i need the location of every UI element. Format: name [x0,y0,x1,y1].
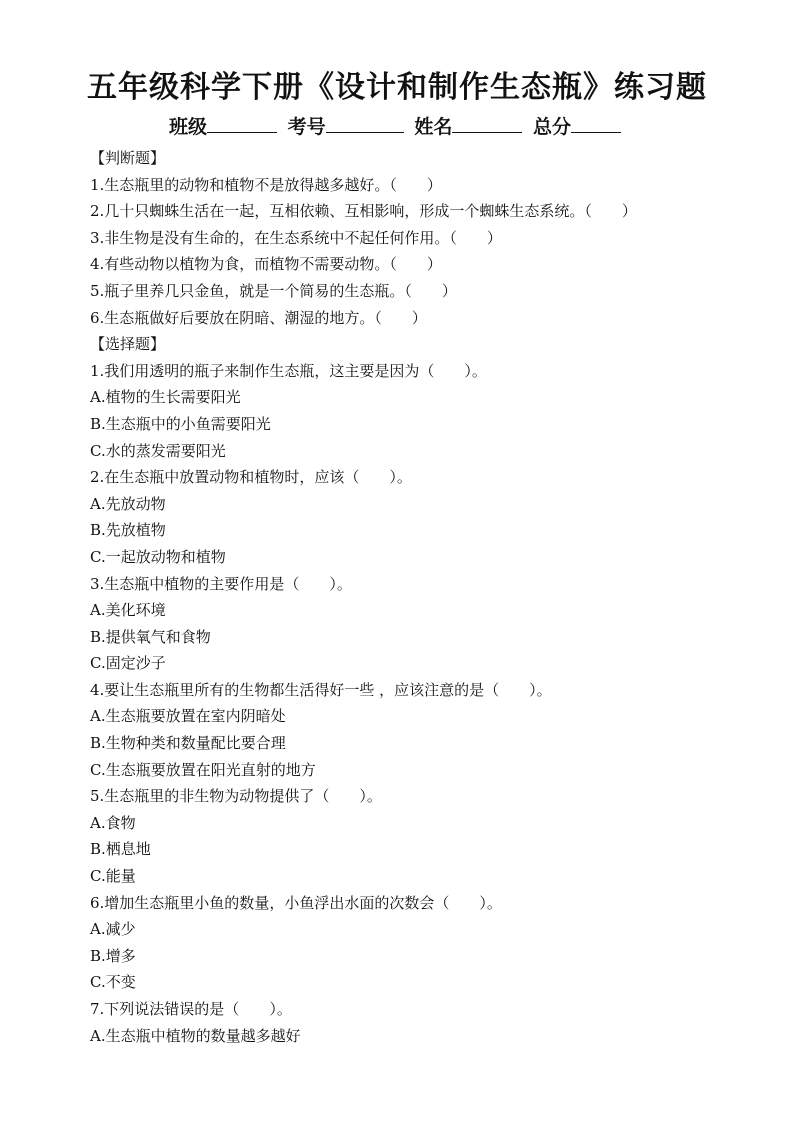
choice-option: A.生态瓶要放置在室内阴暗处 [90,707,286,726]
judge-question: 5.瓶子里养几只金鱼，就是一个简易的生态瓶。（ ） [90,281,457,300]
choice-option: A.减少 [90,920,136,939]
name-blank[interactable] [452,114,522,133]
choice-option: C.不变 [90,973,136,992]
judge-question: 2.几十只蜘蛛生活在一起，互相依赖、互相影响，形成一个蜘蛛生态系统。（ ） [90,202,637,221]
choice-option: A.美化环境 [90,601,166,620]
score-blank[interactable] [571,114,621,133]
choice-option: C.固定沙子 [90,654,166,673]
choice-question: 2.在生态瓶中放置动物和植物时，应该（ ）。 [90,468,412,487]
choice-question: 6.增加生态瓶里小鱼的数量，小鱼浮出水面的次数会（ ）。 [90,893,502,912]
choice-option: C.生态瓶要放置在阳光直射的地方 [90,760,316,779]
judge-question: 4.有些动物以植物为食，而植物不需要动物。（ ） [90,255,442,274]
choice-question: 4.要让生态瓶里所有的生物都生活得好一些 ，应该注意的是（ ）。 [90,680,552,699]
choice-option: C.水的蒸发需要阳光 [90,441,226,460]
choice-option: B.生物种类和数量配比要合理 [90,734,286,753]
page-title: 五年级科学下册《设计和制作生态瓶》练习题 [87,70,707,105]
choice-question: 7.下列说法错误的是（ ）。 [90,1000,292,1018]
choice-option: B.生态瓶中的小鱼需要阳光 [90,414,271,433]
name-label: 姓名 [414,116,453,138]
class-label: 班级 [169,116,208,138]
choice-option: A.食物 [90,813,136,832]
choice-option: A.生态瓶中植物的数量越多越好 [90,1026,301,1045]
exam-no-blank[interactable] [326,114,404,133]
choice-question: 1.我们用透明的瓶子来制作生态瓶，这主要是因为（ ）。 [90,361,487,380]
choice-option: A.先放动物 [90,494,166,513]
judge-question: 3.非生物是没有生命的，在生态系统中不起任何作用。（ ） [90,228,502,247]
choice-section-heading: 【选择题】 [90,335,166,354]
judge-section-heading: 【判断题】 [90,149,166,167]
choice-option: B.先放植物 [90,521,166,540]
choice-option: B.栖息地 [90,840,151,859]
choice-question: 3.生态瓶中植物的主要作用是（ ）。 [90,574,352,593]
question-list [90,145,740,1049]
judge-question: 6.生态瓶做好后要放在阴暗、潮湿的地方。（ ） [90,308,427,327]
choice-option: C.能量 [90,867,136,886]
choice-option: B.提供氧气和食物 [90,627,211,646]
exam-no-label: 考号 [287,116,326,138]
choice-option: B.增多 [90,946,136,965]
judge-question: 1.生态瓶里的动物和植物不是放得越多越好。（ ） [90,175,442,194]
choice-question: 5.生态瓶里的非生物为动物提供了（ ）。 [90,787,382,806]
choice-option: A.植物的生长需要阳光 [90,388,241,407]
choice-option: C.一起放动物和植物 [90,547,226,566]
student-info-line [0,112,794,139]
score-label: 总分 [532,116,571,138]
class-blank[interactable] [207,114,277,133]
